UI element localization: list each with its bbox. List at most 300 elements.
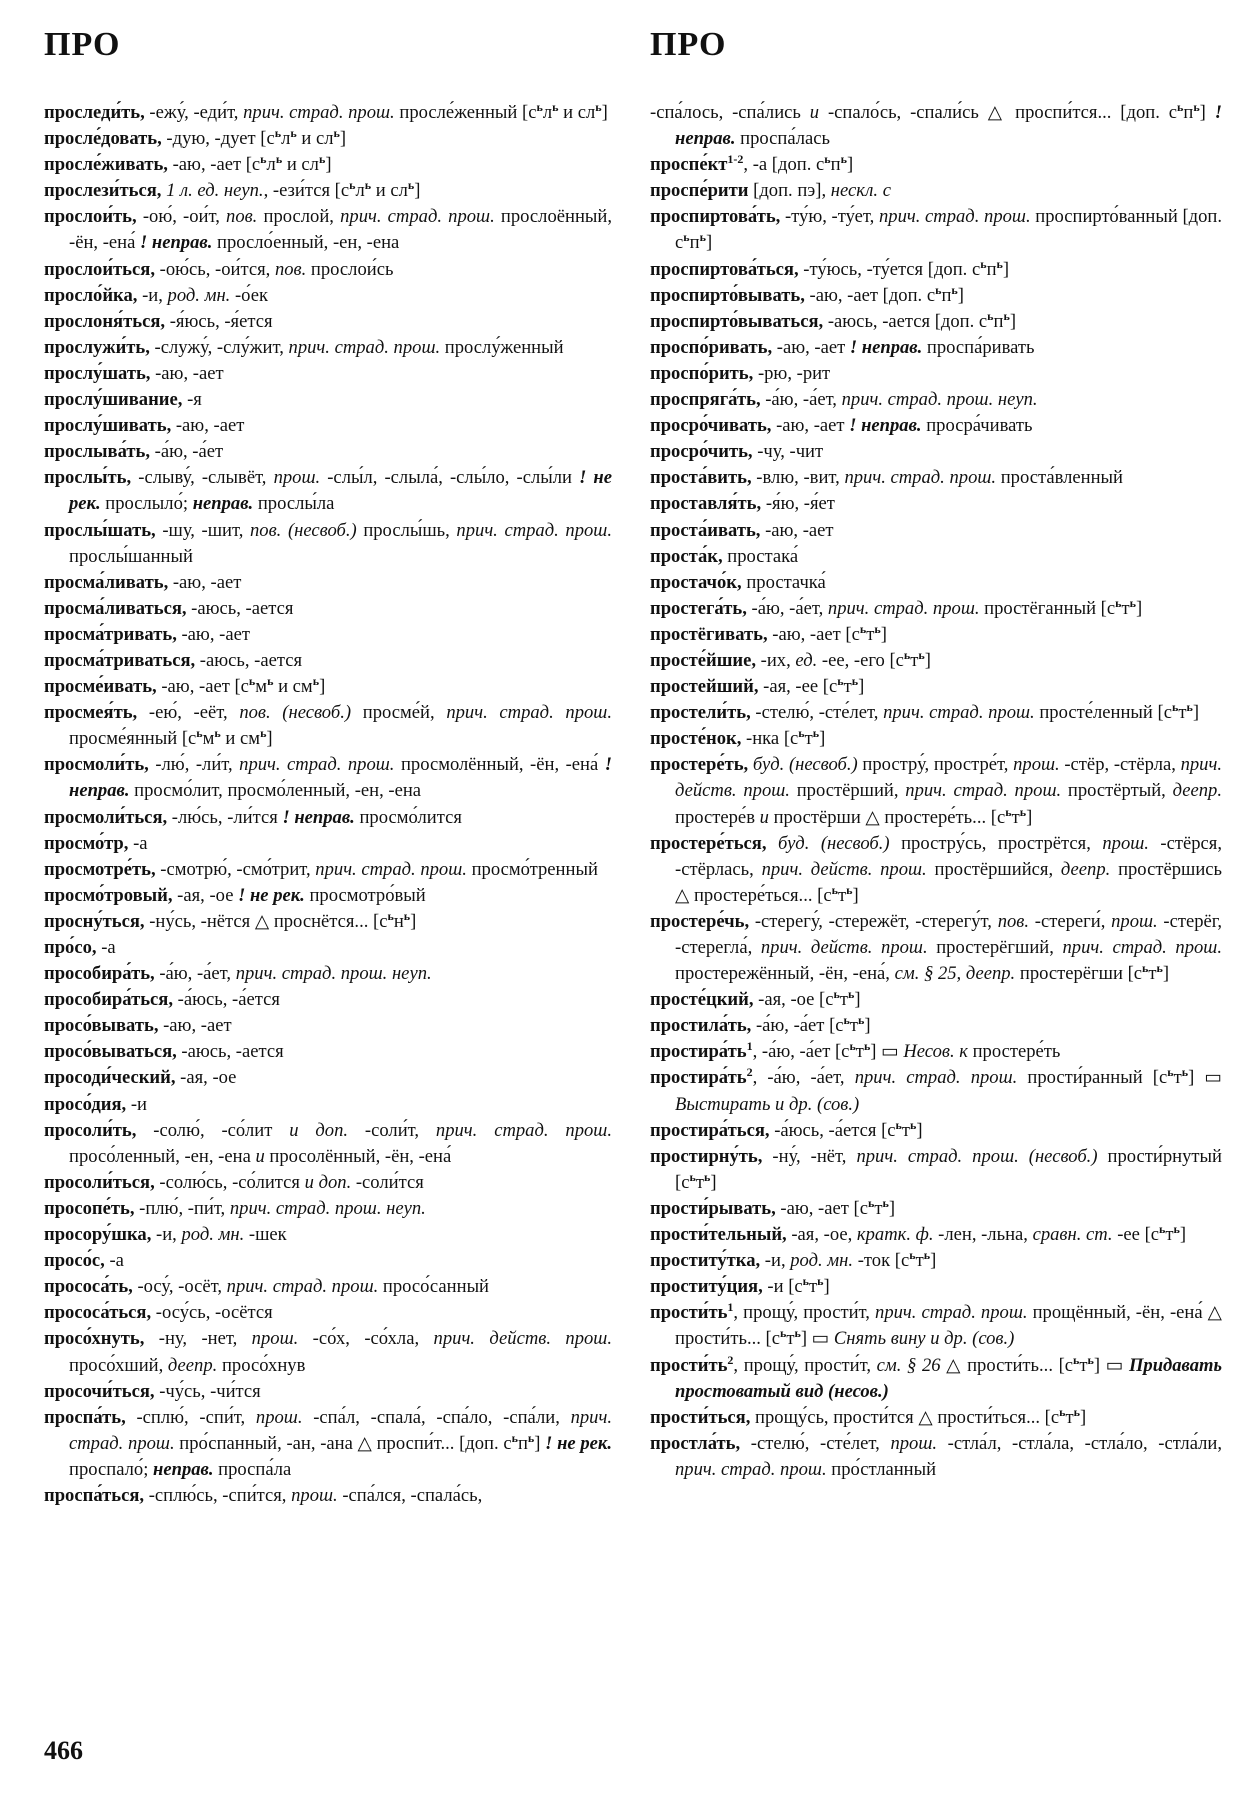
entry-text: прич. страд. прош. <box>340 206 495 228</box>
entry-text: ь <box>935 282 942 297</box>
entry-text: -аюсь, -ается <box>176 1041 284 1063</box>
entry-text: Несов. к <box>903 1041 968 1063</box>
dictionary-entry <box>44 100 612 126</box>
entry-text: ] <box>930 1250 937 1272</box>
entry-text: проспирто́ванный [доп. с <box>675 206 1222 254</box>
entry-text: ь <box>1073 1352 1080 1367</box>
entry-text: , прощу́, прости́т, <box>733 1354 877 1376</box>
dictionary-entry <box>650 413 1222 439</box>
entry-text: прич. действ. прош. <box>760 937 928 958</box>
entry-text: ] ▭ <box>870 1041 904 1063</box>
headword: простла́ть, <box>650 1432 741 1454</box>
headword: просма́триваться, <box>44 649 196 671</box>
entry-text: ь <box>536 99 543 114</box>
entry-text: -и, <box>151 1224 182 1246</box>
entry-text: т <box>1178 702 1187 724</box>
entry-text: ь <box>987 308 994 323</box>
entry-text: [доп. пэ], <box>748 180 831 202</box>
entry-text: л <box>281 128 291 150</box>
entry-text: -аю, -ает [с <box>775 1197 868 1219</box>
entry-text: ь <box>196 726 203 741</box>
entry-text: и <box>255 1145 265 1167</box>
entry-text: ] <box>410 910 417 932</box>
entry-text: ь <box>1019 804 1027 819</box>
dictionary-entry <box>44 178 612 204</box>
dictionary-entry <box>650 178 1222 204</box>
entry-text: -а́ю, -а́ет, <box>746 597 828 619</box>
entry-text: , -ези́тся [с <box>263 180 350 202</box>
entry-text: простру́, простре́т, <box>857 754 1014 776</box>
entry-text: -солю́сь, -со́лится <box>154 1171 305 1193</box>
entry-text: ь <box>867 1195 875 1210</box>
entry-text: просо́ленный, -ен, -ена <box>69 1145 256 1167</box>
entry-text: просме́й, <box>351 702 447 724</box>
entry-text: -ою́сь, -ои́тся, <box>154 258 275 280</box>
entry-text: ! не рек. <box>545 1432 612 1454</box>
entry-text: ь <box>895 1117 902 1132</box>
headword: проспиртова́ть, <box>650 206 781 228</box>
dictionary-entry <box>650 100 1222 152</box>
entry-text: ь <box>918 647 925 662</box>
entry-text: ь <box>214 726 221 741</box>
dictionary-entry <box>44 622 612 648</box>
headword: проспряга́ть, <box>650 389 761 411</box>
entry-text: -ежу́, -еди́т, <box>144 102 244 123</box>
entry-text: ь <box>833 987 840 1001</box>
entry-text: ] <box>880 623 887 645</box>
entry-text: и доп. <box>304 1171 352 1193</box>
headword: простирну́ть, <box>650 1145 763 1167</box>
entry-text: , -а́ю, -а́ет, <box>752 1067 855 1089</box>
entry-text: ! неправ. <box>140 232 213 254</box>
entry-text: пов. <box>274 258 307 280</box>
entry-text: прич. страд. прош. <box>844 467 997 489</box>
entry-text: т <box>866 623 875 645</box>
entry-text: прич. страд. прош. <box>675 1458 827 1480</box>
entry-text: т <box>837 884 847 906</box>
dictionary-entry <box>44 1483 612 1509</box>
entry-text: просло́енный, -ен, -ена <box>212 232 400 254</box>
entry-text: проспа́лась <box>735 128 831 150</box>
dictionary-entry <box>650 1274 1222 1300</box>
dictionary-entry <box>44 752 612 804</box>
entry-text: просте́ленный [с <box>1034 702 1172 724</box>
dictionary-entry <box>44 1326 612 1378</box>
dictionary-entry <box>44 439 612 465</box>
entry-text: ь <box>882 1195 889 1210</box>
entry-text: ь <box>511 1430 518 1445</box>
entry-text: ] <box>705 232 713 254</box>
dictionary-entry <box>44 1196 612 1222</box>
entry-text: -а <box>104 1250 124 1272</box>
dictionary-entry <box>650 361 1222 387</box>
entry-text: м <box>202 728 215 750</box>
entry-text: -и, <box>760 1250 791 1272</box>
entry-text: ь <box>1073 1404 1080 1419</box>
dictionary-entry <box>650 648 1222 674</box>
dictionary-entry <box>650 726 1222 752</box>
dictionary-entry <box>44 1065 612 1091</box>
entry-text: п <box>830 154 841 176</box>
headword: проспо́ривать, <box>650 336 773 358</box>
entry-text: прич. действ. прош. <box>433 1328 612 1350</box>
headword: просро́чивать, <box>650 415 772 437</box>
entry-text: т <box>915 1250 924 1272</box>
entry-text: -стереги́, <box>1029 910 1112 932</box>
entry-text: простере́ть <box>967 1041 1061 1063</box>
entry-text: -со́х, -со́хла, <box>298 1328 434 1350</box>
entry-text: простру́сь, прострётся, <box>889 832 1103 854</box>
entry-text: 1 л. ед. неуп. <box>166 180 264 202</box>
dictionary-entry <box>44 1248 612 1274</box>
entry-text: ь <box>849 1039 856 1054</box>
entry-text: т <box>809 1276 818 1298</box>
entry-text: прослои́сь <box>306 258 394 280</box>
entry-text: -стелю́, -сте́лет, <box>750 702 884 724</box>
entry-text: род. мн. <box>167 284 231 306</box>
entry-text: простере́в <box>675 806 760 828</box>
headword: проста́вить, <box>650 467 752 489</box>
entry-text: ] <box>266 728 273 750</box>
entry-text: просмолённый, -ён, -ена́ <box>394 754 605 776</box>
headword: прослу́шивать, <box>44 415 172 437</box>
entry-text: прич. страд. прош. неуп. <box>841 389 1038 411</box>
dictionary-entry <box>650 152 1222 178</box>
entry-text: ] <box>854 989 861 1011</box>
entry-text: ь <box>387 908 394 923</box>
entry-text: простёршийся, <box>926 858 1061 880</box>
entry-text: ] <box>319 676 326 698</box>
headword: проспиртова́ться, <box>650 258 799 280</box>
headword: просо́дия, <box>44 1093 127 1115</box>
dictionary-entry <box>650 752 1222 830</box>
entry-text: ] <box>1002 258 1010 280</box>
entry-text: -ток [с <box>853 1250 910 1272</box>
entry-text: н <box>393 910 404 932</box>
entry-text: п <box>993 310 1004 332</box>
headword: просмо́тровый, <box>44 884 173 906</box>
entry-text: ь <box>260 726 267 741</box>
entry-text: -лю́, -ли́т, <box>148 754 240 776</box>
dictionary-entry <box>650 1405 1222 1431</box>
entry-text: просле́женный [с <box>394 102 537 123</box>
headword: прослужи́ть, <box>44 336 150 358</box>
headword: просочи́ться, <box>44 1380 155 1402</box>
entry-text: прош. <box>1102 832 1149 854</box>
entry-text: -солю́, -со́лит <box>136 1119 290 1141</box>
headword: просма́ливать, <box>44 571 169 593</box>
headword: просмея́ть, <box>44 702 138 724</box>
entry-text: просо́хнув <box>217 1354 306 1376</box>
entry-text: ь <box>290 125 297 140</box>
entry-text: прости́ранный [с <box>1017 1067 1168 1089</box>
entry-text: проспа́ла <box>213 1458 292 1480</box>
entry-text: прич. страд. прош. неуп. <box>229 1197 426 1219</box>
entry-text: ] <box>1192 702 1200 724</box>
right-column <box>650 100 1222 1483</box>
dictionary-entry <box>650 1065 1222 1117</box>
entry-text: проспало́; <box>69 1458 154 1480</box>
headword: про́со, <box>44 937 97 958</box>
entry-text: Снять вину и др. (сов.) <box>833 1328 1015 1350</box>
dictionary-entry <box>650 544 1222 570</box>
dictionary-entry <box>44 1300 612 1326</box>
entry-text: ] ▭ <box>1188 1067 1222 1089</box>
entry-text: ь <box>275 152 283 166</box>
entry-text: ь <box>846 882 853 897</box>
entry-text: ь <box>817 1274 824 1289</box>
dictionary-entry <box>44 805 612 831</box>
entry-text: т <box>1165 1224 1174 1246</box>
headword: прособира́ться, <box>44 989 173 1011</box>
headword: проспо́рить, <box>650 362 754 384</box>
entry-text: 2 <box>746 1065 753 1080</box>
entry-text: , прощу́, прости́т, <box>733 1302 876 1324</box>
entry-text: прош. <box>273 467 321 489</box>
headword: простёгивать, <box>650 623 768 645</box>
entry-text: буд. (несвоб.) <box>752 754 858 776</box>
entry-text: простёршись △ простере́ться... [с <box>675 858 1222 906</box>
entry-text: ь <box>848 987 855 1001</box>
dictionary-entry <box>650 1013 1222 1039</box>
entry-text: прослыло́; <box>100 493 193 515</box>
dictionary-entry <box>650 283 1222 309</box>
entry-text: ь <box>802 1274 810 1289</box>
entry-text: ь <box>812 726 820 741</box>
running-head-right: ПРО <box>650 26 727 63</box>
entry-text: простерёгши [с <box>1015 963 1143 985</box>
headword: проставля́ть, <box>650 493 762 515</box>
entry-text: -нка [с <box>741 728 799 750</box>
entry-text: -ою́, -ои́т, <box>136 206 227 228</box>
entry-text: и сл <box>371 180 408 202</box>
headword: просле́живать, <box>44 154 168 176</box>
entry-text: ь <box>794 1326 801 1341</box>
running-head-left: ПРО <box>44 26 121 63</box>
entry-text: прослоённый, -ён, -ена́ <box>69 206 612 254</box>
entry-text: просме́янный [с <box>69 728 197 750</box>
entry-text: т <box>804 728 813 750</box>
dictionary-entry <box>650 1431 1222 1483</box>
entry-text: , -а [доп. с <box>743 154 825 176</box>
dictionary-entry <box>650 387 1222 413</box>
entry-text: т <box>843 676 852 698</box>
entry-text: ] <box>1135 597 1143 619</box>
entry-text: п <box>1183 102 1194 123</box>
entry-text: пов. <box>997 910 1030 932</box>
dictionary-entry <box>44 831 612 857</box>
entry-text: ] <box>1079 1406 1087 1428</box>
entry-text: ь <box>1167 1065 1174 1080</box>
entry-text: ед. <box>795 649 818 671</box>
entry-text: т <box>901 1119 911 1141</box>
headword: проститу́ция, <box>650 1276 763 1298</box>
headword: просме́ивать, <box>44 676 157 698</box>
entry-text: -а́юсь, -а́ется <box>173 989 280 1011</box>
entry-text: -чу́сь, -чи́тся <box>154 1380 261 1402</box>
entry-text: ! неправ. <box>282 806 355 828</box>
headword: проспирто́вываться, <box>650 310 824 332</box>
entry-text: -спало́сь, -спали́сь △ проспи́тся... [доп. с <box>819 102 1177 123</box>
entry-text: л <box>542 102 553 123</box>
headword: прослези́ться, <box>44 180 162 202</box>
dictionary-entry <box>650 596 1222 622</box>
entry-text: -а́ю, -а́ет [с <box>751 1015 844 1037</box>
entry-text <box>767 833 778 854</box>
entry-text: т <box>910 649 919 671</box>
dictionary-entry <box>44 987 612 1013</box>
entry-text: т <box>849 1015 859 1037</box>
dictionary-entry <box>650 465 1222 491</box>
dictionary-entry <box>44 648 612 674</box>
entry-text: ] <box>414 180 421 202</box>
entry-text: ь <box>595 99 602 114</box>
entry-text: ь <box>683 230 690 245</box>
entry-text: пов. <box>226 206 258 228</box>
entry-text: 1-2 <box>727 152 744 166</box>
entry-text: -ая, -ое <box>175 1067 237 1089</box>
dictionary-entry <box>44 674 612 700</box>
entry-text: род. мн. <box>790 1250 854 1272</box>
entry-text: прош. <box>255 1406 303 1428</box>
entry-text: т <box>695 1171 704 1193</box>
entry-text: -стелю́, -сте́лет, <box>740 1432 891 1454</box>
entry-text: прич. страд. прош. <box>854 1067 1018 1089</box>
entry-text: -ее, -его [с <box>817 649 904 671</box>
entry-text: и см <box>220 728 261 750</box>
entry-text: ] <box>916 1119 923 1141</box>
entry-text: просо́санный <box>378 1276 490 1298</box>
headword: прососа́ть, <box>44 1276 133 1298</box>
headword: просоли́ться, <box>44 1171 155 1193</box>
entry-text: ] <box>339 128 347 150</box>
entry-text: ь <box>824 152 831 166</box>
headword: просло́йка, <box>44 284 138 306</box>
entry-text: проспа́ривать <box>922 336 1035 358</box>
entry-text: ь <box>312 673 320 688</box>
entry-text: ] <box>1026 806 1033 828</box>
entry-text: -стла́л, -стла́ла, -стла́ло, -стла́ли, <box>937 1432 1222 1454</box>
dictionary-entry <box>44 1274 612 1300</box>
entry-text: ь <box>260 152 267 166</box>
entry-text: прич. страд. прош. <box>288 336 441 358</box>
headword: -спа́лось, -спа́лись <box>650 102 810 123</box>
headword: прослои́ться, <box>44 258 155 280</box>
entry-text: ! неправ. <box>849 415 922 437</box>
headword: просо́вывать, <box>44 1015 159 1037</box>
entry-text: ь <box>840 152 847 166</box>
entry-text: -о́ек <box>230 284 268 306</box>
entry-text: простёрши △ простере́ть... [с <box>768 806 1006 828</box>
entry-text: ь <box>951 282 958 297</box>
entry-text: ] <box>710 1171 717 1193</box>
dictionary-entry <box>650 987 1222 1013</box>
dictionary-entry <box>44 257 612 283</box>
entry-text: кратк. ф. <box>856 1224 934 1246</box>
dictionary-entry <box>44 465 612 517</box>
entry-text: ь <box>843 1013 850 1028</box>
entry-text: -а́ю, -а́ет, <box>154 963 236 985</box>
entry-text: буд. (несвоб.) <box>778 832 890 854</box>
entry-text: -спа́лся, -спала́сь, <box>337 1484 483 1506</box>
dictionary-entry <box>44 909 612 935</box>
entry-text: ь <box>1003 308 1010 323</box>
entry-text: -аю, -ает <box>771 415 850 437</box>
headword: просма́ливаться, <box>44 597 187 619</box>
entry-text: п <box>517 1432 528 1454</box>
dictionary-entry <box>44 1118 612 1170</box>
headword: прослыва́ть, <box>44 441 151 463</box>
headword: просмоли́ть, <box>44 754 149 776</box>
entry-text: -и, <box>137 284 168 306</box>
entry-text: ] <box>924 649 931 671</box>
headword: просмотре́ть, <box>44 858 156 880</box>
entry-text: т <box>1011 806 1020 828</box>
headword: просмоли́ться, <box>44 806 168 828</box>
entry-text: 1 <box>727 1300 734 1315</box>
dictionary-entry <box>44 1379 612 1405</box>
entry-text: -я́юсь, -я́ется <box>165 310 273 332</box>
entry-text: -а́ю, -а́ет, <box>760 389 842 411</box>
entry-text: -дую, -дует [с <box>161 128 275 150</box>
entry-text: Выстирать и др. (сов.) <box>675 1093 860 1115</box>
headword: простега́ть, <box>650 597 747 619</box>
entry-text: -соли́тся <box>351 1171 424 1193</box>
entry-text: -ну́сь, -нётся △ проснётся... [с <box>144 910 388 932</box>
entry-text: сравн. ст. <box>1032 1224 1113 1246</box>
entry-text: -осу́, -осёт, <box>132 1276 227 1298</box>
entry-text: прости́рнутый [с <box>675 1145 1222 1193</box>
headword: прослу́шать, <box>44 362 151 384</box>
entry-text: ] ▭ <box>1093 1354 1129 1376</box>
entry-text: -лю́сь, -ли́тся <box>167 806 283 828</box>
entry-text: прич. страд. прош. <box>883 702 1035 724</box>
entry-text: -их, <box>756 649 796 671</box>
dictionary-entry <box>44 152 612 178</box>
entry-text: ь <box>779 1326 787 1341</box>
entry-text: ь <box>699 230 706 245</box>
entry-text: простачка́ <box>741 571 826 593</box>
entry-text: ь <box>831 882 838 897</box>
entry-text: и доп. <box>289 1119 349 1141</box>
entry-text: т <box>1173 1067 1182 1089</box>
entry-text: -аю, -ает <box>760 519 834 541</box>
headword: просо́вываться, <box>44 1041 177 1063</box>
dictionary-entry <box>44 387 612 413</box>
entry-text: просра́чивать <box>921 415 1033 437</box>
page-number: 466 <box>44 1736 83 1765</box>
entry-text: ь <box>1173 1221 1180 1236</box>
entry-text: см. § 25, деепр. <box>894 963 1016 985</box>
entry-text: -аю, -ает [с <box>156 676 249 698</box>
entry-text: прич. страд. прош. <box>827 597 980 619</box>
entry-text: простёганный [с <box>979 597 1116 619</box>
headword: проспа́ть, <box>44 1406 126 1428</box>
entry-text: т <box>1065 1406 1074 1428</box>
dictionary-entry <box>44 961 612 987</box>
headword: простила́ть, <box>650 1015 752 1037</box>
entry-text: ! неправ. <box>675 102 1222 150</box>
dictionary-entry <box>650 335 1222 361</box>
entry-text: ь <box>318 152 326 166</box>
entry-text: ь <box>1156 960 1163 975</box>
entry-text: пов. (несвоб.) <box>239 702 352 724</box>
headword: просоли́ть, <box>44 1119 137 1141</box>
entry-text: -аю, -ает <box>150 362 224 384</box>
entry-text: прич. страд. прош. <box>1062 937 1222 958</box>
entry-text: прич. страд. прош. <box>315 858 467 880</box>
entry-text: прослы́шь, <box>356 519 457 541</box>
